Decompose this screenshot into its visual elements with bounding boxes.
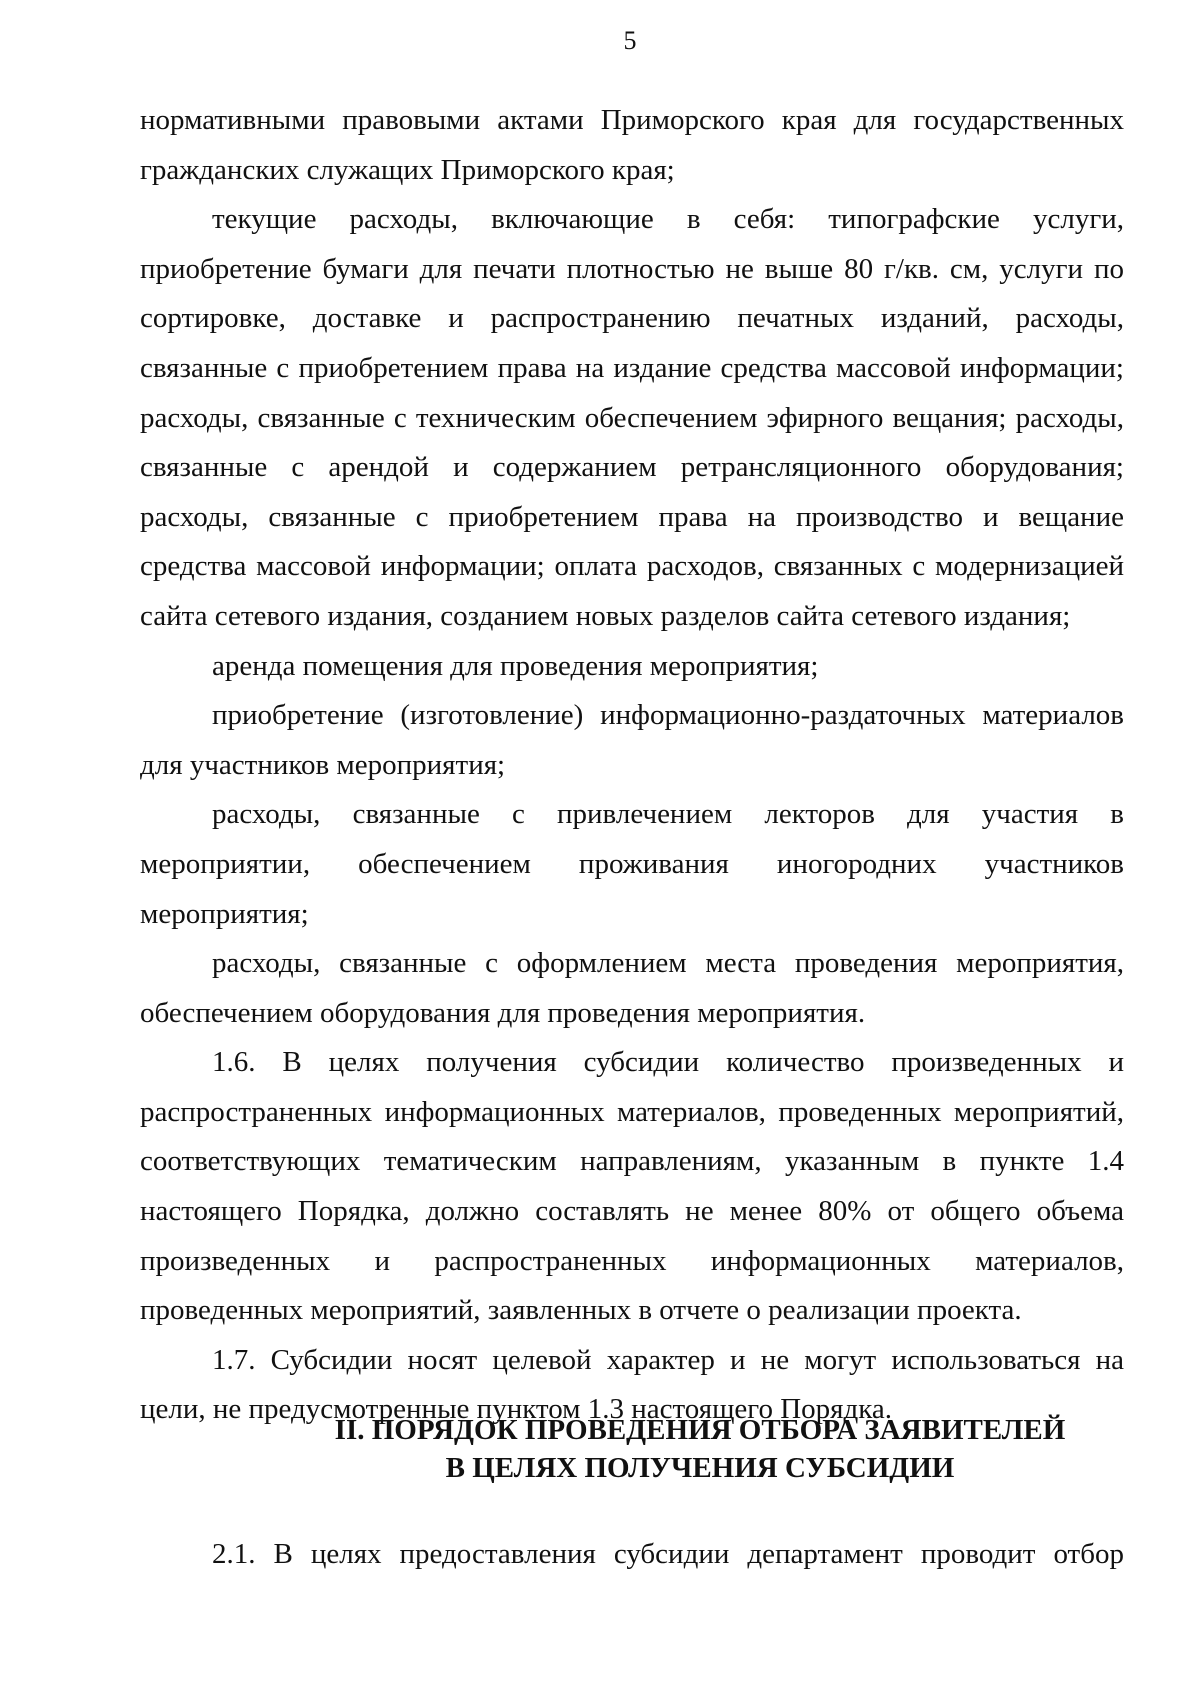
document-body	[140, 96, 1124, 1435]
paragraph-handout-materials: приобретение (изготовление) информационно-раздаточных материалов для участников мероприятия;	[140, 699, 1124, 781]
page-number: 5	[623, 26, 637, 55]
paragraph-venue-decoration: расходы, связанные с оформлением места проведения мероприятия, обеспечением оборудования для проведения мероприятия.	[140, 947, 1124, 1029]
paragraph-clause-1-6: 1.6. В целях получения субсидии количество произведенных и распространенных информационных материалов, проведенных мероприятий, соответствующих тематическим направлениям, указанным в пункте 1.4 настоящего Порядка, должно составлять не менее 80% от общего объема произведенных и распространенных информационных материалов, проведенных мероприятий, заявленных в отчете о реализации проекта.	[140, 1046, 1124, 1327]
paragraph-clause-1-7: 1.7. Субсидии носят целевой характер и не могут использоваться на цели, не предусмотренные пунктом 1.3 настоящего Порядка.	[140, 1343, 1124, 1426]
section-heading-line-2: В ЦЕЛЯХ ПОЛУЧЕНИЯ СУБСИДИИ	[445, 1452, 955, 1484]
section-heading-line-1: II. ПОРЯДОК ПРОВЕДЕНИЯ ОТБОРА ЗАЯВИТЕЛЕЙ	[334, 1414, 1066, 1446]
paragraph-continuation: нормативными правовыми актами Приморского края для государственных гражданских служащих Приморского края;	[140, 104, 1124, 186]
paragraph-premises-rent: аренда помещения для проведения мероприятия;	[212, 649, 819, 682]
paragraph-lecturers: расходы, связанные с привлечением лекторов для участия в мероприятии, обеспечением проживания иногородних участников мероприятия;	[140, 798, 1124, 930]
paragraph-current-expenses: текущие расходы, включающие в себя: типографские услуги, приобретение бумаги для печати плотностью не выше 80 г/кв. см, услуги по сортировке, доставке и распространению печатных изданий, расходы, связанные с приобретением права на издание средства массовой информации; расходы, связанные с техническим обеспечением эфирного вещания; расходы, связанные с арендой и содержанием ретрансляционного оборудования; расходы, связанные с приобретением права на производство и вещание средства массовой информации; оплата расходов, связанных с модернизацией сайта сетевого издания, созданием новых разделов сайта сетевого издания;	[140, 203, 1124, 632]
paragraph-clause-2-1: 2.1. В целях предоставления субсидии департамент проводит отбор	[212, 1538, 1124, 1570]
section-heading	[140, 1411, 1200, 1487]
